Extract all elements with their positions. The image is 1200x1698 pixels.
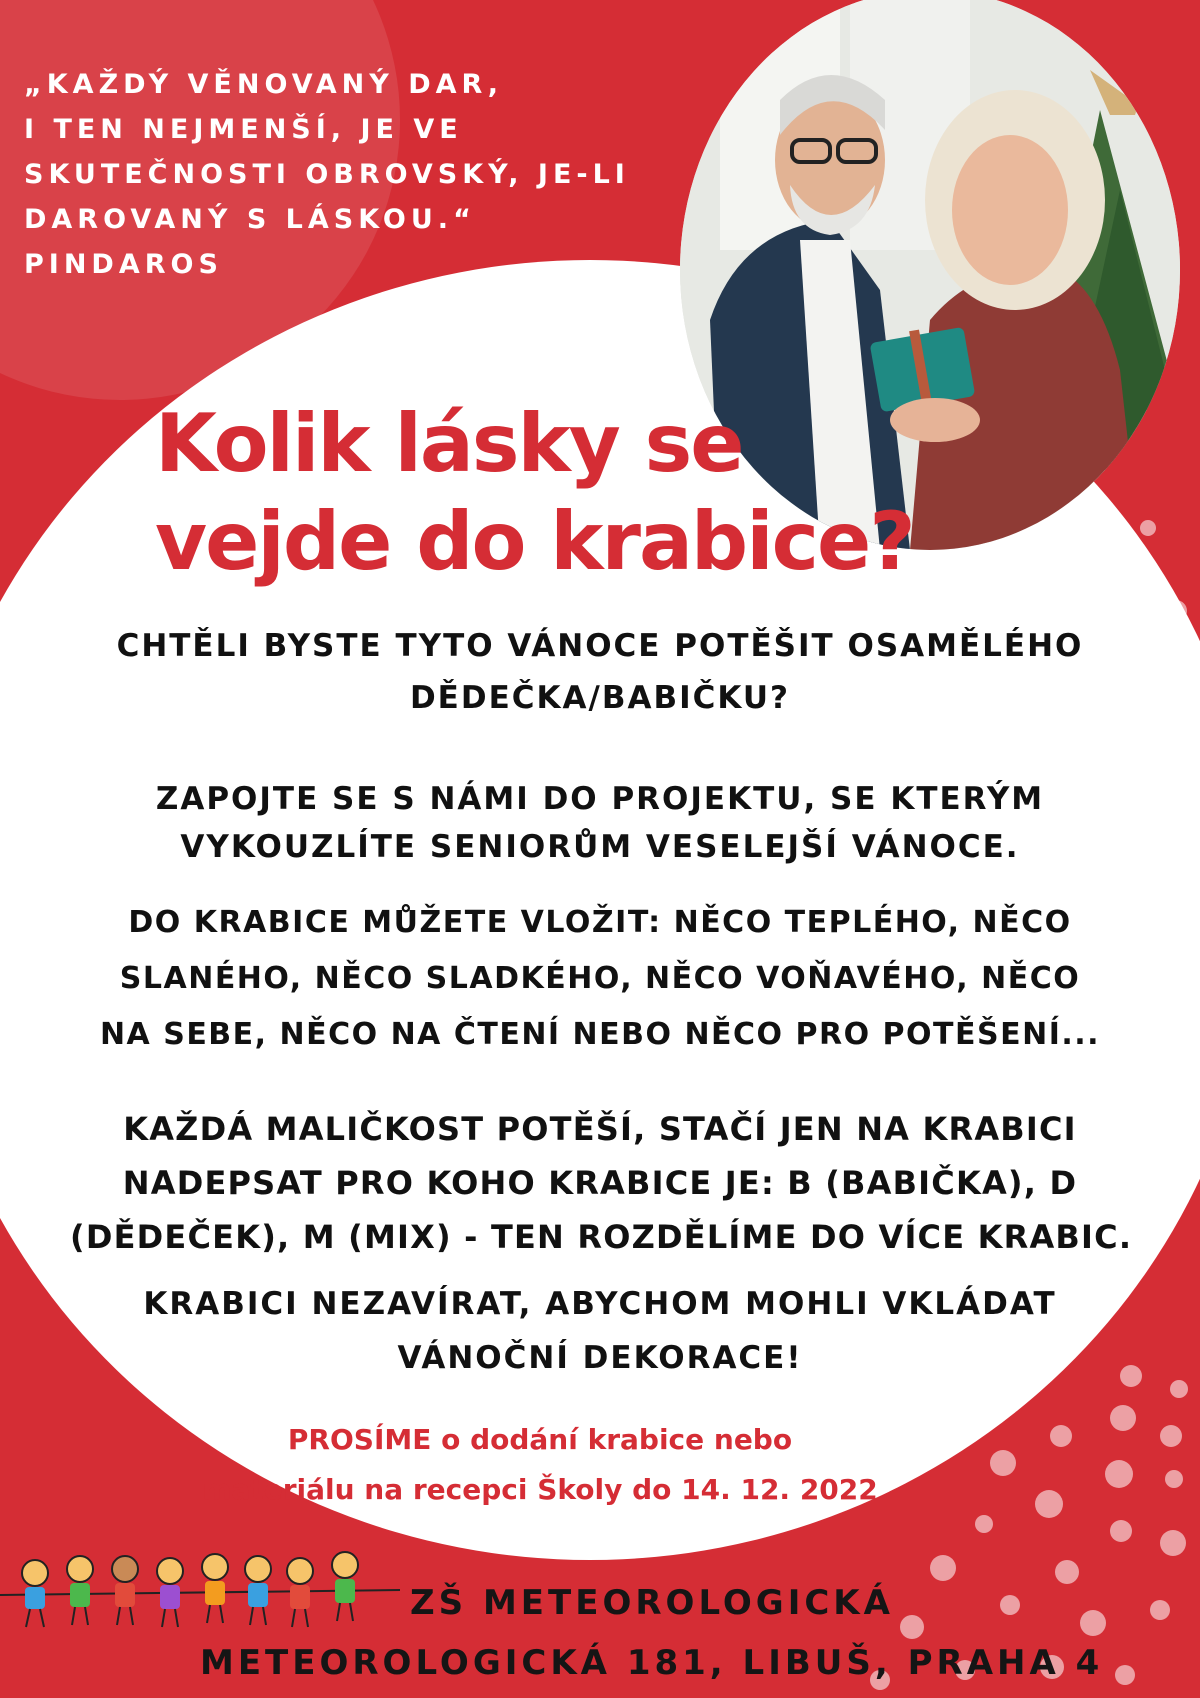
delivery-request [160,1415,920,1515]
paragraph-line: NA SEBE, NĚCO NA ČTENÍ NEBO NĚCO PRO POTĚŠENÍ... [99,1017,1101,1052]
quote-author: PINDAROS [24,249,223,280]
headline [155,395,915,591]
school-address: METEOROLOGICKÁ 181, LIBUŠ, PRAHA 4 [200,1643,1104,1683]
quote-line: SKUTEČNOSTI OBROVSKÝ, JE-LI [24,159,630,190]
paragraph-line: ZAPOJTE SE S NÁMI DO PROJEKTU, SE KTERÝM [155,781,1045,817]
footer-address [200,1573,1190,1693]
paragraph-line: SLANÉHO, NĚCO SLADKÉHO, NĚCO VOŇAVÉHO, NĚCO [119,961,1081,996]
paragraph-decorations [70,1277,1130,1385]
paragraph-project [70,775,1130,871]
paragraph-line: CHTĚLI BYSTE TYTO VÁNOCE POTĚŠIT OSAMĚLÉHO [116,628,1084,664]
request-line-2: materiálu na recepci Školy do 14. 12. 2022 [202,1473,878,1506]
paragraph-line: KRABICI NEZAVÍRAT, ABYCHOM MOHLI VKLÁDAT [143,1286,1057,1322]
paragraph-line: KAŽDÁ MALIČKOST POTĚŠÍ, STAČÍ JEN NA KRABICI [123,1110,1077,1148]
paragraph-invitation [70,620,1130,724]
paragraph-labeling [70,1102,1133,1264]
headline-line-1: Kolik lásky se [155,397,743,490]
paragraph-line: VÁNOČNÍ DEKORACE! [397,1340,803,1376]
paragraph-line: DO KRABICE MŮŽETE VLOŽIT: NĚCO TEPLÉHO, NĚCO [128,905,1072,940]
paragraph-contents [70,895,1130,1063]
request-line-1: PROSÍME o dodání krabice nebo [287,1423,793,1456]
quote-line: I TEN NEJMENŠÍ, JE VE [24,114,463,145]
paragraph-line: VYKOUZLÍTE SENIORŮM VESELEJŠÍ VÁNOCE. [180,829,1020,865]
quote-line: „KAŽDÝ VĚNOVANÝ DAR, [24,69,504,100]
school-name: ZŠ METEOROLOGICKÁ [410,1583,894,1623]
paragraph-line: DĚDEČKA/BABIČKU? [409,680,791,716]
headline-line-2: vejde do krabice? [155,495,914,588]
paragraph-line: (DĚDEČEK), M (MIX) - TEN ROZDĚLÍME DO VÍCE KRABIC. [70,1218,1133,1256]
quote-line: DAROVANÝ S LÁSKOU.“ [24,204,476,235]
quote-block [24,62,684,287]
paragraph-line: NADEPSAT PRO KOHO KRABICE JE: B (BABIČKA), D [122,1164,1078,1202]
